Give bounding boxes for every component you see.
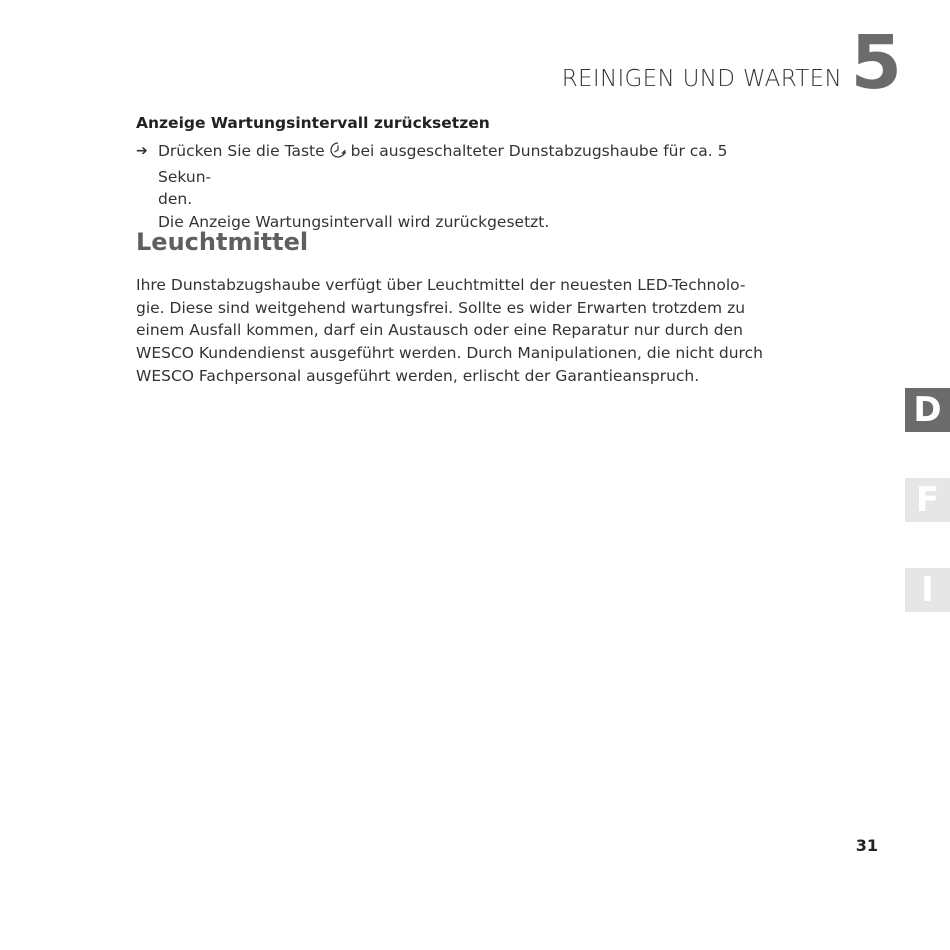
clock-plus-icon [329, 141, 347, 166]
paragraph-line: WESCO Fachpersonal ausgeführt werden, erlischt der Garantieanspruch. [136, 366, 700, 385]
instruction-line-1 [158, 140, 776, 188]
paragraph-line: Ihre Dunstabzugshaube verfügt über Leuchtmittel der neuesten LED-Technolo- [136, 276, 746, 294]
maintenance-reset-heading: Anzeige Wartungsintervall zurücksetzen [136, 114, 490, 132]
arrow-right-icon: ➔ [136, 143, 148, 159]
paragraph-line: WESCO Kundendienst ausgeführt werden. Durch Manipulationen, die nicht durch [136, 344, 763, 363]
lighting-paragraph [136, 274, 763, 388]
lighting-heading: Leuchtmittel [136, 228, 309, 256]
paragraph-line: einem Ausfall kommen, darf ein Austausch oder eine Reparatur nur durch den [136, 321, 743, 340]
chapter-number: 5 [850, 20, 902, 106]
language-tab-f[interactable]: F [905, 478, 950, 522]
paragraph-line: gie. Diese sind weitgehend wartungsfrei. Sollte es wider Erwarten trotzdem zu [136, 298, 746, 317]
maintenance-reset-instruction [136, 140, 776, 233]
instruction-text-before-icon: Drücken Sie die Taste [158, 142, 325, 160]
chapter-title: REINIGEN UND WARTEN [561, 66, 842, 92]
page-number: 31 [855, 836, 878, 855]
language-tab-d[interactable]: D [905, 388, 950, 432]
instruction-line-2: den. [158, 190, 193, 208]
language-tab-i[interactable]: I [905, 568, 950, 612]
instruction-text-after-icon: bei ausgeschalteter Dunstabzugshaube für ca. 5 Sekun- [158, 142, 728, 186]
instruction-line-3: Die Anzeige Wartungsintervall wird zurückgesetzt. [158, 212, 550, 231]
